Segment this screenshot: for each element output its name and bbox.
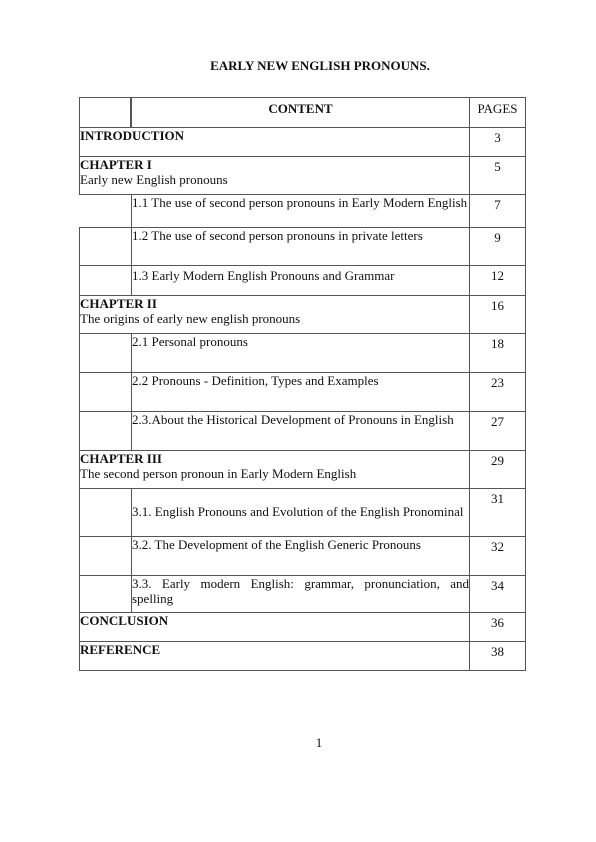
toc-row-3-2: [80, 537, 526, 576]
toc-page-3-1: 31: [470, 489, 526, 537]
toc-chapter1-cell: [80, 157, 470, 195]
chapter2-subtitle: The origins of early new english pronouns: [80, 311, 301, 326]
toc-row-1-1: [80, 195, 526, 228]
toc-text-2-1: 2.1 Personal pronouns: [132, 334, 470, 373]
indent-cell: [80, 489, 132, 537]
toc-page-introduction: 3: [470, 128, 526, 157]
toc-page-2-1: 18: [470, 334, 526, 373]
toc-label-conclusion: CONCLUSION: [80, 613, 470, 642]
toc-page-reference: 38: [470, 642, 526, 671]
toc-page-3-3: 34: [470, 576, 526, 613]
indent-cell: [80, 228, 132, 266]
toc-row-introduction: [80, 128, 526, 157]
page-number: 1: [315, 735, 323, 750]
toc-row-chapter1: [80, 157, 526, 195]
indent-cell: [80, 537, 132, 576]
toc-row-chapter3: [80, 451, 526, 489]
toc-row-1-2: [80, 228, 526, 266]
toc-row-2-3: [80, 412, 526, 451]
toc-label-reference: REFERENCE: [80, 642, 470, 671]
chapter3-heading: CHAPTER III: [80, 451, 162, 466]
table-header-row: [80, 98, 526, 128]
toc-row-conclusion: [80, 613, 526, 642]
toc-page-3-2: 32: [470, 537, 526, 576]
toc-label-introduction: INTRODUCTION: [80, 128, 470, 157]
toc-text-3-1: 3.1. English Pronouns and Evolution of the English Pronominal: [132, 489, 470, 537]
chapter2-heading: CHAPTER II: [80, 296, 157, 311]
toc-page-2-3: 27: [470, 412, 526, 451]
toc-page-2-2: 23: [470, 373, 526, 412]
toc-row-1-3: [80, 266, 526, 296]
toc-row-2-1: [80, 334, 526, 373]
indent-cell: [80, 334, 132, 373]
toc-text-1-2: 1.2 The use of second person pronouns in private letters: [132, 228, 470, 266]
indent-cell: [80, 412, 132, 451]
document-title: EARLY NEW ENGLISH PRONOUNS.: [210, 58, 430, 73]
chapter1-subtitle: Early new English pronouns: [80, 172, 228, 187]
indent-cell: [80, 373, 132, 412]
toc-page-1-1: 7: [470, 195, 526, 228]
toc-text-3-3: 3.3. Early modern English: grammar, pronunciation, and spelling: [132, 576, 470, 613]
pages-header: PAGES: [470, 98, 526, 128]
chapter1-heading: CHAPTER I: [80, 157, 152, 172]
toc-text-2-2: 2.2 Pronouns - Definition, Types and Examples: [132, 373, 470, 412]
toc-page-1-3: 12: [470, 266, 526, 296]
toc-text-1-1: 1.1 The use of second person pronouns in Early Modern English: [132, 195, 470, 228]
toc-chapter3-cell: [80, 451, 470, 489]
chapter3-subtitle: The second person pronoun in Early Modern English: [80, 466, 357, 481]
header-empty-cell: [80, 98, 132, 128]
toc-page-conclusion: 36: [470, 613, 526, 642]
toc-text-2-3: 2.3.About the Historical Development of Pronouns in English: [132, 412, 470, 451]
indent-cell: [80, 195, 132, 228]
toc-row-reference: [80, 642, 526, 671]
toc-page-1-2: 9: [470, 228, 526, 266]
toc-page-chapter1: 5: [470, 157, 526, 195]
toc-row-chapter2: [80, 296, 526, 334]
table-of-contents: [79, 97, 526, 671]
toc-chapter2-cell: [80, 296, 470, 334]
toc-row-3-3: [80, 576, 526, 613]
toc-text-1-3: 1.3 Early Modern English Pronouns and Grammar: [132, 266, 470, 296]
toc-page-chapter2: 16: [470, 296, 526, 334]
indent-cell: [80, 576, 132, 613]
toc-row-2-2: [80, 373, 526, 412]
indent-cell: [80, 266, 132, 296]
toc-page-chapter3: 29: [470, 451, 526, 489]
toc-row-3-1: [80, 489, 526, 537]
toc-text-3-2: 3.2. The Development of the English Generic Pronouns: [132, 537, 470, 576]
content-header: CONTENT: [132, 98, 470, 128]
